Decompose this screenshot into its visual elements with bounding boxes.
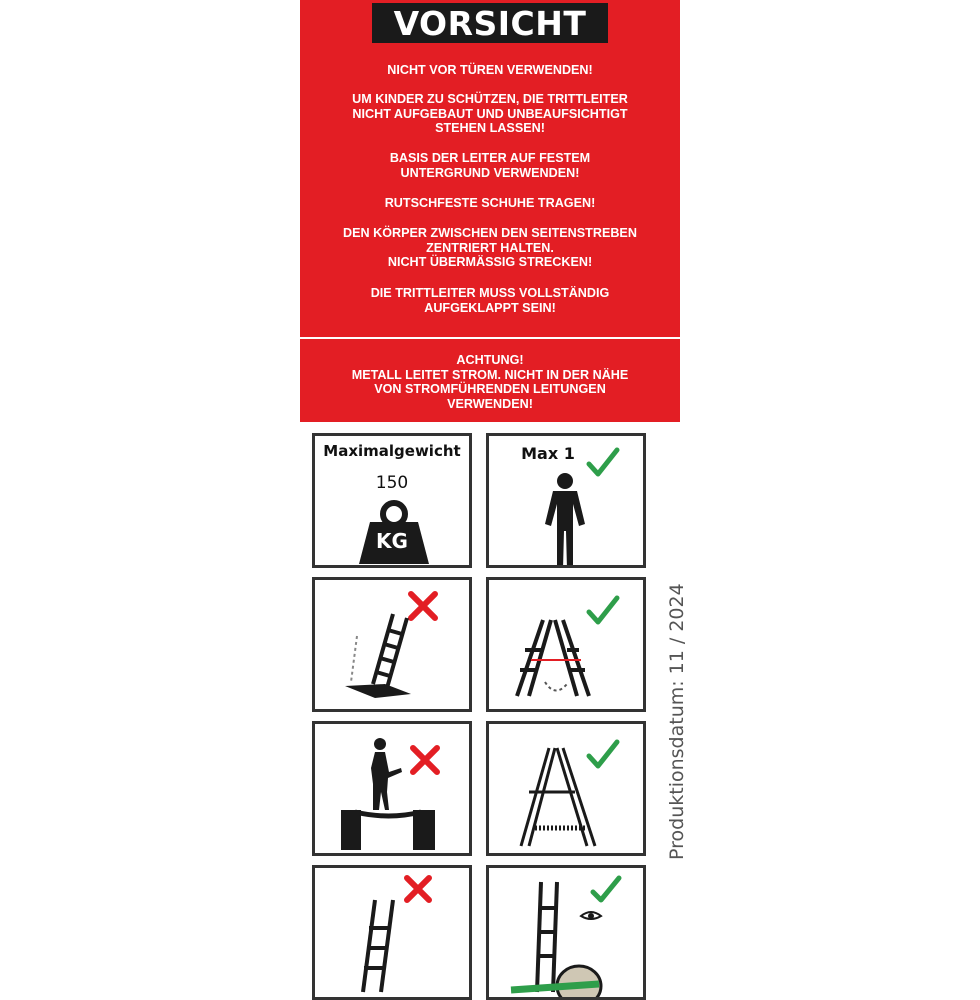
warning-children: UM KINDER ZU SCHÜTZEN, DIE TRITTLEITER NICHT AUFGEBAUT UND UNBEAUFSICHTIGT STEHEN LASSEN!	[352, 92, 628, 135]
production-date: Produktionsdatum: 11 / 2024	[666, 583, 688, 860]
max-persons-label: Max 1	[521, 444, 575, 463]
open-ladder-icon	[489, 580, 643, 709]
tilted-ladder-icon	[315, 580, 469, 709]
warning-firm-ground: BASIS DER LEITER AUF FESTEM UNTERGRUND VERWENDEN!	[389, 151, 591, 180]
max-weight-label: Maximalgewicht	[323, 442, 461, 460]
divider	[300, 337, 680, 339]
icon-cell-max-weight	[312, 433, 472, 568]
warning-panel	[300, 0, 680, 422]
icon-cell-spreader	[486, 721, 646, 856]
inspect-ladder-icon	[489, 868, 643, 997]
person-icon	[489, 436, 643, 565]
icon-cell-inspect	[486, 865, 646, 1000]
warning-body-centered: DEN KÖRPER ZWISCHEN DEN SEITENSTREBEN ZENTRIERT HALTEN. NICHT ÜBERMÄSSIG STRECKEN!	[343, 226, 637, 269]
max-weight-value: 150	[375, 473, 409, 493]
warning-electricity: ACHTUNG! METALL LEITET STROM. NICHT IN DER NÄHE VON STROMFÜHRENDEN LEITUNGEN VERWENDEN!	[351, 353, 629, 411]
icon-cell-ladder-tilt	[312, 577, 472, 712]
icon-cell-no-bridging	[312, 721, 472, 856]
weight-unit: KG	[376, 529, 408, 553]
title: VORSICHT	[393, 3, 587, 43]
warning-shoes: RUTSCHFESTE SCHUHE TRAGEN!	[384, 196, 596, 210]
title-banner	[372, 3, 608, 43]
safety-label	[300, 0, 680, 981]
icon-cell-ladder-base	[312, 865, 472, 1000]
warning-doors: NICHT VOR TÜREN VERWENDEN!	[387, 63, 593, 77]
icon-cell-ladder-open	[486, 577, 646, 712]
spreader-ladder-icon	[489, 724, 643, 853]
single-ladder-icon	[315, 868, 469, 997]
warning-fully-open: DIE TRITTLEITER MUSS VOLLSTÄNDIG AUFGEKLAPPT SEIN!	[370, 286, 610, 315]
icon-cell-max-persons	[486, 433, 646, 568]
bridging-person-icon	[315, 724, 469, 853]
